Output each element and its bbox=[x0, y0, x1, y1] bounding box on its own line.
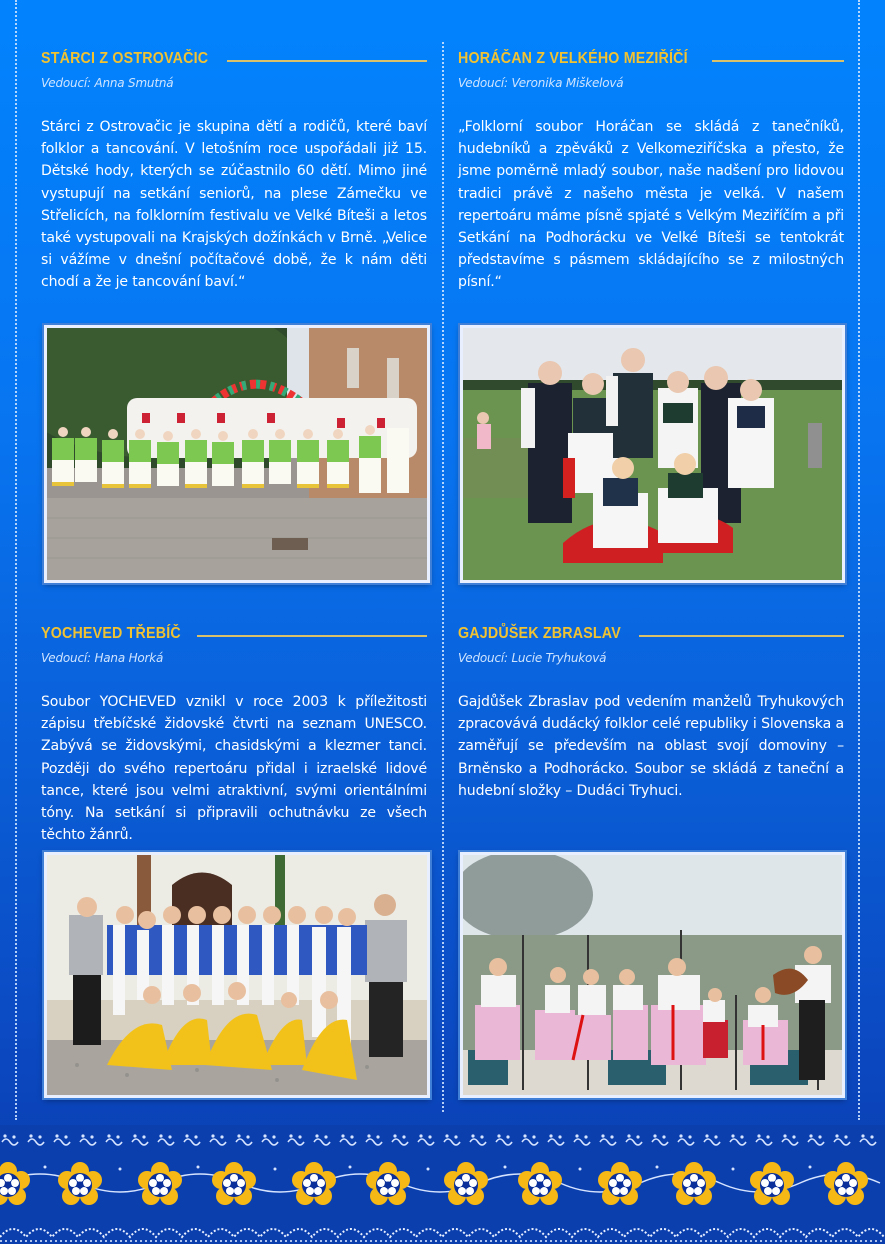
section-title: STÁRCI Z OSTROVAČIC bbox=[41, 50, 209, 67]
photo-horacan-group bbox=[460, 325, 845, 583]
section-gajdusek-zbraslav bbox=[458, 623, 844, 802]
title-rule bbox=[639, 635, 844, 637]
section-leader: Vedoucí: Lucie Tryhuková bbox=[458, 651, 607, 665]
section-body: Gajdůšek Zbraslav pod vedením manželů Tryhukových zpracovává dudácký folklor celé republiky i Slovenska a zaměřují se především na oblast svojí domoviny – Brněnsko a Podhorácko. Soubor se skládá z taneční a hudební složky – Dudáci Tryhuci. bbox=[458, 694, 844, 799]
photo-yocheved-group bbox=[44, 852, 430, 1098]
section-header bbox=[458, 48, 844, 70]
title-rule bbox=[712, 60, 844, 62]
section-header bbox=[41, 48, 427, 70]
photo-gajdusek-stage bbox=[460, 852, 845, 1098]
dotted-border-right bbox=[858, 0, 860, 1120]
section-body: Stárci z Ostrovačic je skupina dětí a rodičů, které baví folklor a tancování. V letošním roce uspořádali již 15. Dětské hody, kterých se zúčastnilo 60 dětí. Mimo jiné vystupují na setkání seniorů, na plese Zámečku ve Střelicích, na folklorním festivalu ve Velké Bíteši a letos také vystupovali na Krajských dožínkách v Brně. „Velice si vážíme v dnešní počítačové době, že k nám děti chodí a že je tancování baví.“ bbox=[41, 119, 427, 291]
section-body: „Folklorní soubor Horáčan se skládá z tanečníků, hudebníků a zpěváků z Velkomeziříčska a přesto, že jsme poměrně mladý soubor, naše nadšení pro lidovou tradici právě z našeho města je velká. V našem repertoáru máme písně spjaté s Velkým Meziříčím a při Setkání na Podhorácku ve Velké Bíteši se tentokrát představíme s pásmem skládajícího se z milostných písní.“ bbox=[458, 119, 844, 291]
folk-ornament-border bbox=[0, 1125, 885, 1244]
section-starci-z-ostrovacic bbox=[41, 48, 427, 294]
section-leader: Vedoucí: Veronika Miškelová bbox=[458, 76, 624, 90]
photo-starci-group bbox=[44, 325, 430, 583]
section-leader: Vedoucí: Anna Smutná bbox=[41, 76, 174, 90]
section-yocheved-trebic bbox=[41, 623, 427, 846]
dotted-column-divider bbox=[442, 42, 444, 1112]
section-body: Soubor YOCHEVED vznikl v roce 2003 k příležitosti zápisu třebíčské židovské čtvrti na seznam UNESCO. Zabývá se židovskými, chasidskými a klezmer tanci. Později do svého repertoáru přidal i izraelské lidové tance, které jsou velmi atraktivní, svými orientálními tóny. Na setkání si připravili ochutnávku ze všech těchto žánrů. bbox=[41, 694, 427, 844]
section-horacan-z-velkeho-mezirici bbox=[458, 48, 844, 294]
dotted-border-left bbox=[15, 0, 17, 1120]
title-rule bbox=[227, 60, 427, 62]
title-rule bbox=[197, 635, 427, 637]
section-title: HORÁČAN Z VELKÉHO MEZIŘÍČÍ bbox=[458, 50, 688, 67]
section-header bbox=[458, 623, 844, 645]
section-header bbox=[41, 623, 427, 645]
section-leader: Vedoucí: Hana Horká bbox=[41, 651, 164, 665]
section-title: GAJDŮŠEK ZBRASLAV bbox=[458, 625, 621, 642]
section-title: YOCHEVED TŘEBÍČ bbox=[41, 625, 181, 642]
